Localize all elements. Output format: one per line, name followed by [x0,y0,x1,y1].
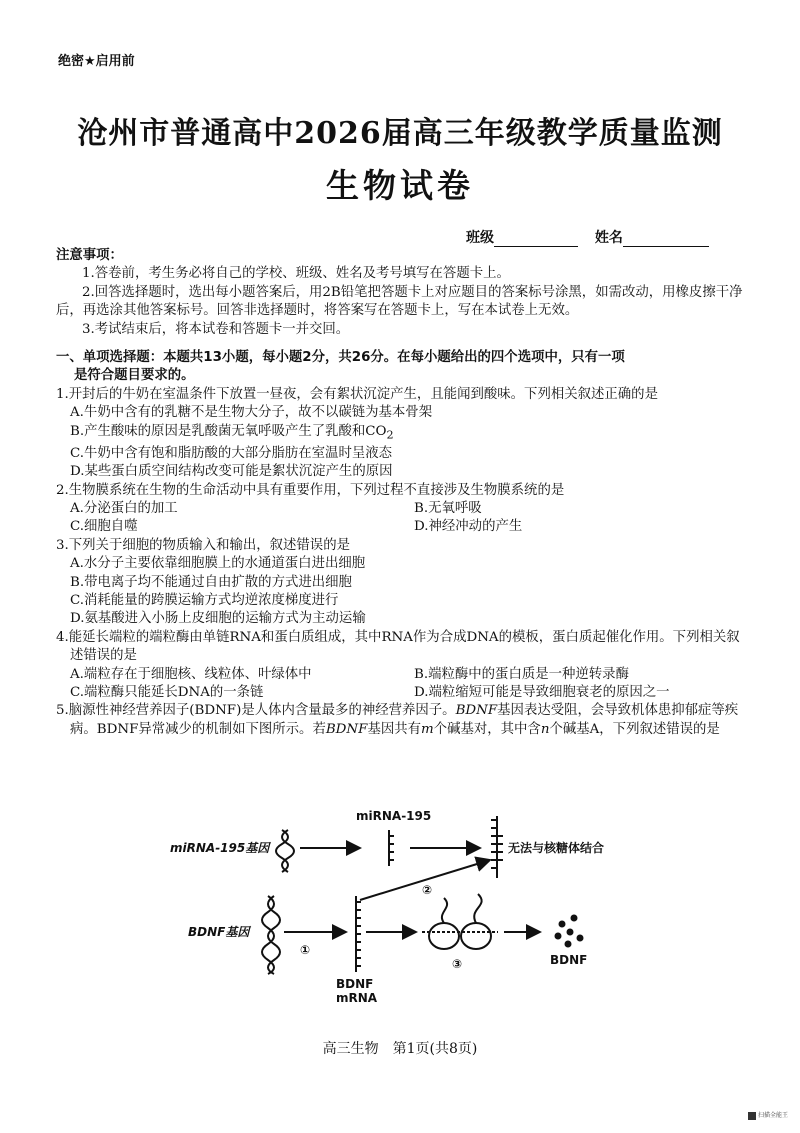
option-d: D.氨基酸进入小肠上皮细胞的运输方式为主动运输 [70,611,366,627]
exam-title: 沧州市普通高中2026届高三年级教学质量监测 [77,116,723,151]
subscript: 2 [386,428,394,442]
no-binding-label: 无法与核糖体结合 [508,841,605,855]
option-b: B.带电离子均不能通过自由扩散的方式进出细胞 [70,574,352,590]
bdnf-mrna-label-2: mRNA [336,991,378,1005]
bdnf-protein-label: BDNF [550,953,588,967]
option-d: D.端粒缩短可能是导致细胞衰老的原因之一 [414,685,670,701]
mirna-mrna-duplex-icon [491,816,503,878]
exam-body [56,247,744,739]
option-c: C.细胞自噬 [70,519,138,535]
bdnf-mrna-strand-icon [356,896,361,972]
stamp-text: 扫描全能王 [758,1112,789,1119]
option-a: A.牛奶中含有的乳糖不是生物大分子，故不以碳链为基本骨架 [70,405,433,421]
note-item: 1.答卷前，考生务必将自己的学校、班级、姓名及考号填写在答题卡上。 [82,266,510,282]
dna-helix-icon [262,896,280,974]
class-field[interactable] [494,232,578,247]
option-c: C.端粒酶只能延长DNA的一条链 [70,685,264,701]
name-label: 姓名 [594,230,623,246]
stem-part: 个碱基对，其中含 [433,721,541,737]
option-c: C.牛奶中含有饱和脂肪酸的大部分脂肪在室温时呈液态 [70,445,393,461]
option-b-text: B.产生酸味的原因是乳酸菌无氧呼吸产生了乳酸和CO [70,423,387,439]
mirna-gene-label: miRNA-195基因 [170,841,270,855]
stem-part: 基因共有 [367,721,421,737]
option-b: B.端粒酶中的蛋白质是一种逆转录酶 [414,666,629,682]
page-footer: 高三生物 第1页(共8页) [322,1041,478,1057]
step-1-label: ① [300,943,311,957]
ribosome-icon [422,894,498,949]
option-a: A.水分子主要依靠细胞膜上的水通道蛋白进出细胞 [70,556,366,572]
note-item: 3.考试结束后，将本试卷和答题卡一并交回。 [82,321,350,337]
scanner-stamp [748,1110,788,1120]
option-c: C.消耗能量的跨膜运输方式均逆浓度梯度进行 [70,592,339,608]
stem-part: 5.脑源性神经营养因子(BDNF)是人体内含量最多的神经营养因子。 [56,703,456,719]
note-item: 2.回答选择题时，选出每小题答案后，用2B铅笔把答题卡上对应题目的答案标号涂黑，如需改动，用橡皮擦干净后，再选涂其他答案标号。回答非选择题时，将答案写在答题卡上，写在本试卷上无效。 [56,284,743,319]
option-b [56,423,744,445]
section-heading-cont: 是符合题目要求的。 [74,368,195,384]
step-2-label: ② [422,883,433,897]
bdnf-gene-label: BDNF基因 [188,925,250,939]
question-stem: 1.开封后的牛奶在室温条件下放置一昼夜，会有絮状沉淀产生，且能闻到酸味。下列相关叙述正确的是 [56,386,658,402]
question-5 [56,702,744,739]
bdnf-mrna-label-1: BDNF [336,977,374,991]
bdnf-protein-icon [555,915,584,948]
confidential-label: 绝密★启用前 [58,54,135,69]
mirna-strand-icon [389,830,394,866]
option-b: B.无氧呼吸 [414,500,482,516]
dna-helix-icon [276,830,294,872]
variable-n: n [540,721,550,737]
question-stem: 2.生物膜系统在生物的生命活动中具有重要作用，下列过程不直接涉及生物膜系统的是 [56,482,565,498]
gene-name: BDNF [325,721,368,737]
question-1 [56,386,744,482]
option-d: D.某些蛋白质空间结构改变可能是絮状沉淀产生的原因 [70,464,393,480]
option-d: D.神经冲动的产生 [414,519,523,535]
question-3 [56,537,744,629]
section-heading: 一、单项选择题：本题共13小题，每小题2分，共26分。在每小题给出的四个选项中，只有一项 [56,350,625,366]
mirna-label: miRNA-195 [356,809,432,823]
exam-subject: 生物试卷 [326,166,474,205]
question-4 [56,629,744,703]
step-3-label: ③ [452,957,463,971]
question-stem: 4.能延长端粒的端粒酶由单链RNA和蛋白质组成，其中RNA作为合成DNA的模板，蛋白质起催化作用。下列相关叙述错误的是 [56,629,740,664]
qr-icon [748,1112,756,1120]
option-a: A.分泌蛋白的加工 [70,500,178,516]
student-info [466,227,709,247]
stem-part: 个碱基A，下列叙述错误的是 [549,721,720,737]
name-field[interactable] [623,232,709,247]
class-label: 班级 [466,230,494,246]
question-stem [56,702,744,739]
gene-name: BDNF [455,703,498,719]
stem-part: 基因表达受阻，会导致机体患抑郁症等疾病。BDNF异常减少的机制如下图所示。若 [70,703,739,737]
bdnf-mechanism-diagram [160,808,640,1018]
question-2 [56,482,744,537]
option-a: A.端粒存在于细胞核、线粒体、叶绿体中 [70,666,312,682]
variable-m: m [421,721,434,737]
notes-heading: 注意事项： [56,248,123,263]
question-stem: 3.下列关于细胞的物质输入和输出，叙述错误的是 [56,537,350,553]
